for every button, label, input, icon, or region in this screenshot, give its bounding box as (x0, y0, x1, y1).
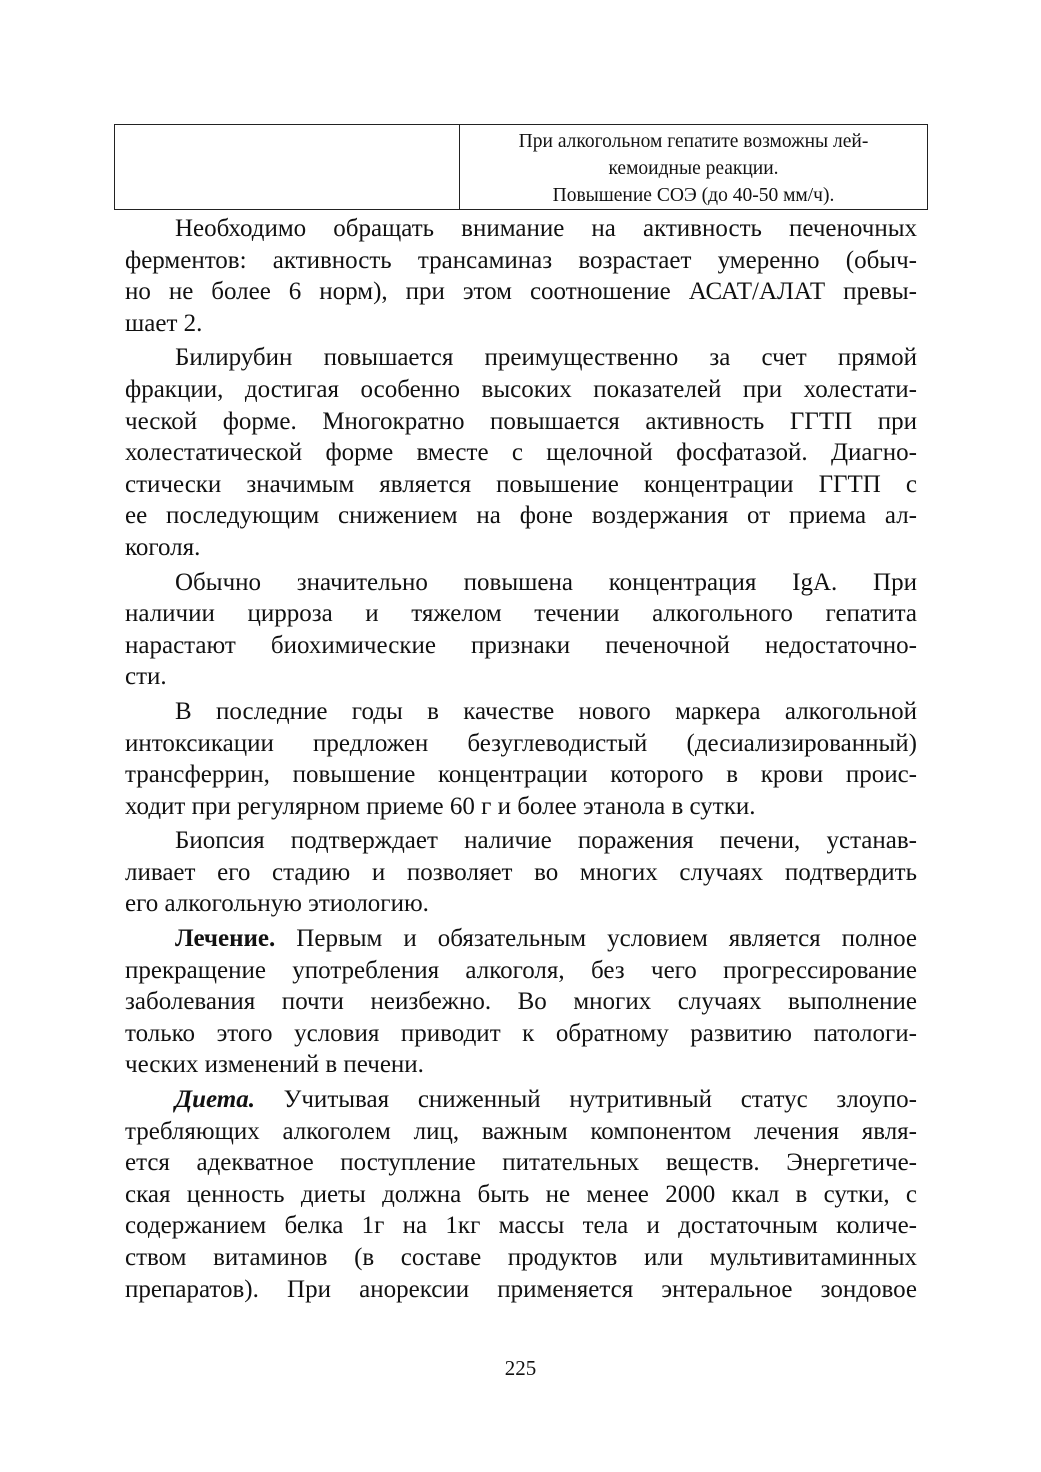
text-line: холестатической форме вместе с щелочной фосфатазой. Диагно- (125, 439, 917, 467)
text-line: Необходимо обращать внимание на активность печеночных (175, 215, 917, 242)
text-line (125, 1084, 917, 1116)
text-line: ческой форме. Многократно повышается активность ГГТП при (125, 407, 917, 435)
text-line: но не более 6 норм), при этом соотношение АСАТ/АЛАТ превы- (125, 278, 917, 306)
text-line-rest: Первым и обязательным условием является полное (275, 925, 917, 953)
text-line: только этого условия приводит к обратному развитию патологи- (125, 1019, 917, 1047)
text-line: заболевания почти неизбежно. Во многих случаях выполнение (125, 988, 917, 1016)
text-line: ходит при регулярном приеме 60 г и более этанола в сутки. (125, 792, 756, 820)
table-fragment (114, 124, 928, 210)
text-line: ливает его стадию и позволяет во многих случаях подтвердить (125, 858, 917, 886)
text-line: ская ценность диеты должна быть не менее 2000 ккал в сутки, с (125, 1180, 917, 1208)
text-line: нарастают биохимические признаки печеночной недостаточно- (125, 631, 917, 659)
table-cell-line: Повышение СОЭ (до 40-50 мм/ч). (552, 185, 835, 206)
text-line: шает 2. (125, 309, 203, 337)
text-line: его алкогольную этиологию. (125, 890, 429, 918)
text-line: ферментов: активность трансаминаз возрастает умеренно (обыч- (125, 246, 917, 274)
text-line: ется адекватное поступление питательных веществ. Энергетиче- (125, 1149, 917, 1177)
text-line: Билирубин повышается преимущественно за счет прямой (175, 344, 917, 372)
text-line: наличии цирроза и тяжелом течении алкогольного гепатита (125, 600, 917, 628)
text-line: Обычно значительно повышена концентрация IgA. При (175, 568, 917, 596)
text-line: трансферрин, повышение концентрации которого в крови проис- (125, 761, 917, 789)
text-line: требляющих алкоголем лиц, важным компонентом лечения явля- (125, 1117, 917, 1145)
table-cell-line: кемоидные реакции. (608, 158, 779, 179)
section-heading-treatment: Лечение. (175, 925, 276, 953)
text-line: Биопсия подтверждает наличие поражения печени, устанав- (175, 827, 917, 855)
text-line: прекращение употребления алкоголя, без чего прогрессирование (125, 956, 917, 984)
paragraph-biopsy (125, 825, 917, 920)
body-text (125, 213, 917, 1305)
paragraph-liver-enzymes (125, 213, 917, 339)
text-line: коголя. (125, 533, 201, 561)
table-cell-empty (115, 125, 460, 210)
text-line: В последние годы в качестве нового маркера алкогольной (175, 697, 917, 725)
text-line: содержанием белка 1г на 1кг массы тела и достаточным количе- (125, 1212, 917, 1240)
paragraph-bilirubin (125, 342, 917, 563)
paragraph-transferrin (125, 696, 917, 822)
section-heading-diet: Диета. (175, 1086, 255, 1114)
paragraph-treatment (125, 923, 917, 1081)
text-line-rest: Учитывая сниженный нутритивный статус злоупо- (254, 1086, 917, 1114)
table-cell-line: При алкогольном гепатите возможны лей- (518, 131, 869, 152)
page-number: 225 (504, 1356, 537, 1380)
text-line: фракции, достигая особенно высоких показателей при холестати- (125, 375, 917, 403)
text-line: ством витаминов (в составе продуктов или мультивитаминных (125, 1244, 917, 1271)
text-line: стически значимым является повышение концентрации ГГТП с (125, 470, 917, 498)
table-cell-text (460, 125, 928, 210)
text-line: ее последующим снижением на фоне воздержания от приема ал- (125, 502, 917, 530)
text-line: препаратов). При анорексии применяется энтеральное зондовое (125, 1275, 917, 1303)
text-line: интоксикации предложен безуглеводистый (десиализированный) (125, 729, 917, 757)
paragraph-iga (125, 567, 917, 693)
text-line: сти. (125, 663, 167, 691)
text-line (125, 923, 917, 955)
paragraph-diet (125, 1084, 917, 1305)
table-row (115, 125, 928, 210)
text-line: ческих изменений в печени. (125, 1051, 424, 1079)
